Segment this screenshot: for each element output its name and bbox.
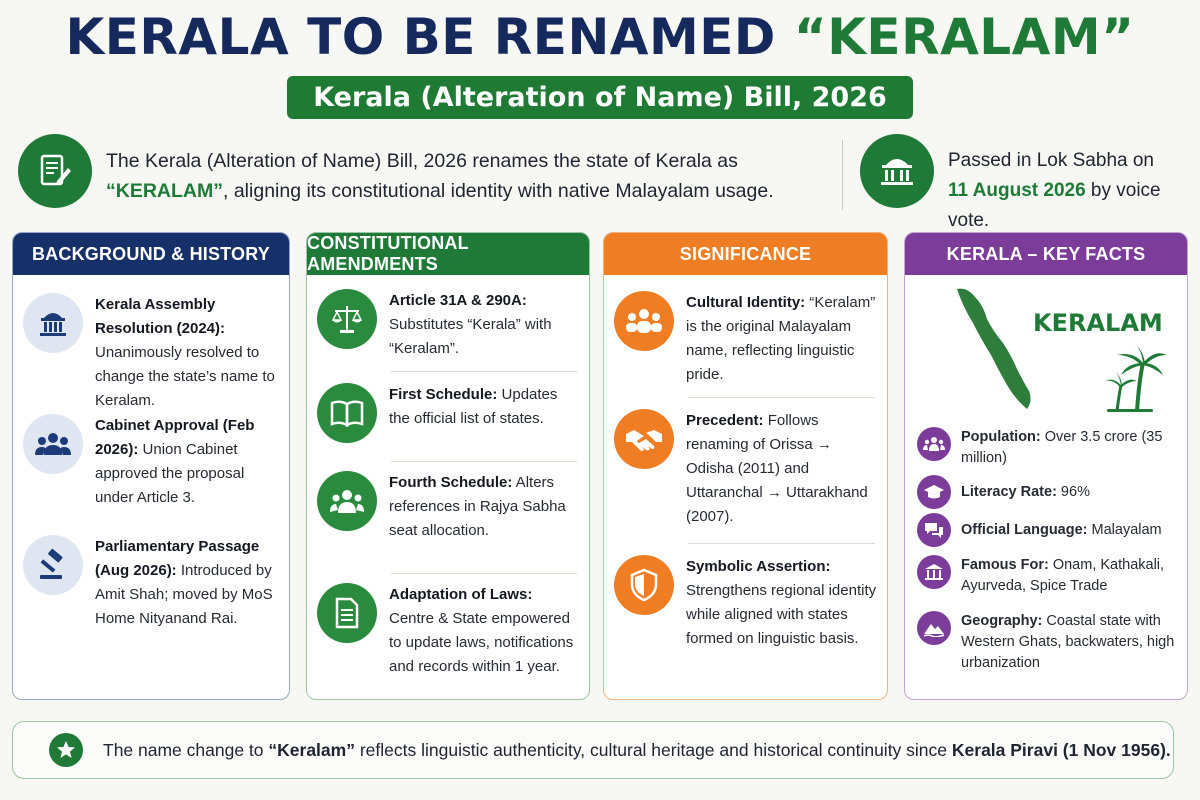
divider bbox=[391, 461, 577, 462]
list-item: Article 31A & 290A: Substitutes “Kerala” with “Keralam”. bbox=[317, 289, 581, 361]
list-item: Parliamentary Passage (Aug 2026): Introduced by Amit Shah; moved by MoS Home Nityanand Rai. bbox=[23, 535, 281, 631]
mountain-icon bbox=[917, 611, 951, 645]
star-icon bbox=[49, 733, 83, 767]
list-item: Cabinet Approval (Feb 2026): Union Cabinet approved the proposal under Article 3. bbox=[23, 414, 281, 510]
graduation-cap-icon bbox=[917, 475, 951, 509]
people-icon bbox=[317, 471, 377, 531]
fact-item: Population: Over 3.5 crore (35 million) bbox=[917, 427, 1181, 469]
list-item: Cultural Identity: “Keralam” is the original Malayalam name, reflecting linguistic pride. bbox=[614, 291, 879, 387]
community-icon bbox=[614, 291, 674, 351]
speech-bubble-icon bbox=[917, 513, 951, 547]
list-item: Fourth Schedule: Alters references in Rajya Sabha seat allocation. bbox=[317, 471, 581, 543]
list-item: Symbolic Assertion: Strengthens regional identity while aligned with states formed on linguistic basis. bbox=[614, 555, 879, 651]
list-item: Kerala Assembly Resolution (2024): Unanimously resolved to change the state’s name to Keralam. bbox=[23, 293, 281, 413]
panel-constitutional-amendments bbox=[306, 232, 590, 700]
intro-statement: The Kerala (Alteration of Name) Bill, 2026 renames the state of Kerala as “KERALAM”, aligning its constitutional identity with native Malayalam usage. bbox=[106, 150, 774, 202]
divider bbox=[688, 397, 875, 398]
footer-text: The name change to “Keralam” reflects linguistic authenticity, cultural heritage and historical continuity since Kerala Piravi (1 Nov 1956). bbox=[103, 739, 1171, 760]
panel-key-facts bbox=[904, 232, 1188, 700]
fact-item: Official Language: Malayalam bbox=[917, 513, 1181, 547]
list-item: First Schedule: Updates the official list of states. bbox=[317, 383, 581, 443]
divider bbox=[391, 573, 577, 574]
shield-icon bbox=[614, 555, 674, 615]
document-icon bbox=[317, 583, 377, 643]
document-pen-icon bbox=[18, 134, 92, 208]
title-main: KERALA TO BE RENAMED bbox=[65, 8, 776, 66]
population-icon bbox=[917, 427, 951, 461]
fact-item: Geography: Coastal state with Western Ghats, backwaters, high urbanization bbox=[917, 611, 1181, 674]
panel-heading: SIGNIFICANCE bbox=[604, 233, 887, 275]
fact-item: Famous For: Onam, Kathakali, Ayurveda, Spice Trade bbox=[917, 555, 1181, 597]
title-accent: “KERALAM” bbox=[793, 8, 1135, 66]
divider bbox=[688, 543, 875, 544]
map-label: KERALAM bbox=[1033, 309, 1163, 337]
kerala-map-icon bbox=[953, 285, 1043, 411]
panel-heading: BACKGROUND & HISTORY bbox=[13, 233, 289, 275]
palm-tree-icon bbox=[1103, 341, 1169, 413]
temple-icon bbox=[917, 555, 951, 589]
panel-heading: CONSTITUTIONAL AMENDMENTS bbox=[307, 233, 589, 275]
group-people-icon bbox=[23, 414, 83, 474]
passage-date: 11 August 2026 bbox=[948, 180, 1086, 201]
intro-highlight: “KERALAM” bbox=[106, 180, 223, 202]
list-item: Adaptation of Laws: Centre & State empowered to update laws, notifications and records within 1 year. bbox=[317, 583, 581, 679]
fact-item: Literacy Rate: 96% bbox=[917, 475, 1181, 509]
divider bbox=[842, 140, 843, 210]
page-subtitle: Kerala (Alteration of Name) Bill, 2026 bbox=[287, 76, 913, 119]
scales-icon bbox=[317, 289, 377, 349]
footer-note bbox=[12, 721, 1174, 779]
panel-background-history bbox=[12, 232, 290, 700]
panel-heading: KERALA – KEY FACTS bbox=[905, 233, 1187, 275]
handshake-icon bbox=[614, 409, 674, 469]
parliament-icon bbox=[860, 134, 934, 208]
assembly-building-icon bbox=[23, 293, 83, 353]
passage-status: Passed in Lok Sabha on 11 August 2026 by voice vote. bbox=[948, 150, 1161, 231]
open-book-icon bbox=[317, 383, 377, 443]
page-title bbox=[0, 8, 1200, 66]
gavel-icon bbox=[23, 535, 83, 595]
panel-significance bbox=[603, 232, 888, 700]
list-item: Precedent: Follows renaming of Orissa → Odisha (2011) and Uttaranchal → Uttarakhand (2007). bbox=[614, 409, 879, 529]
divider bbox=[391, 371, 577, 372]
